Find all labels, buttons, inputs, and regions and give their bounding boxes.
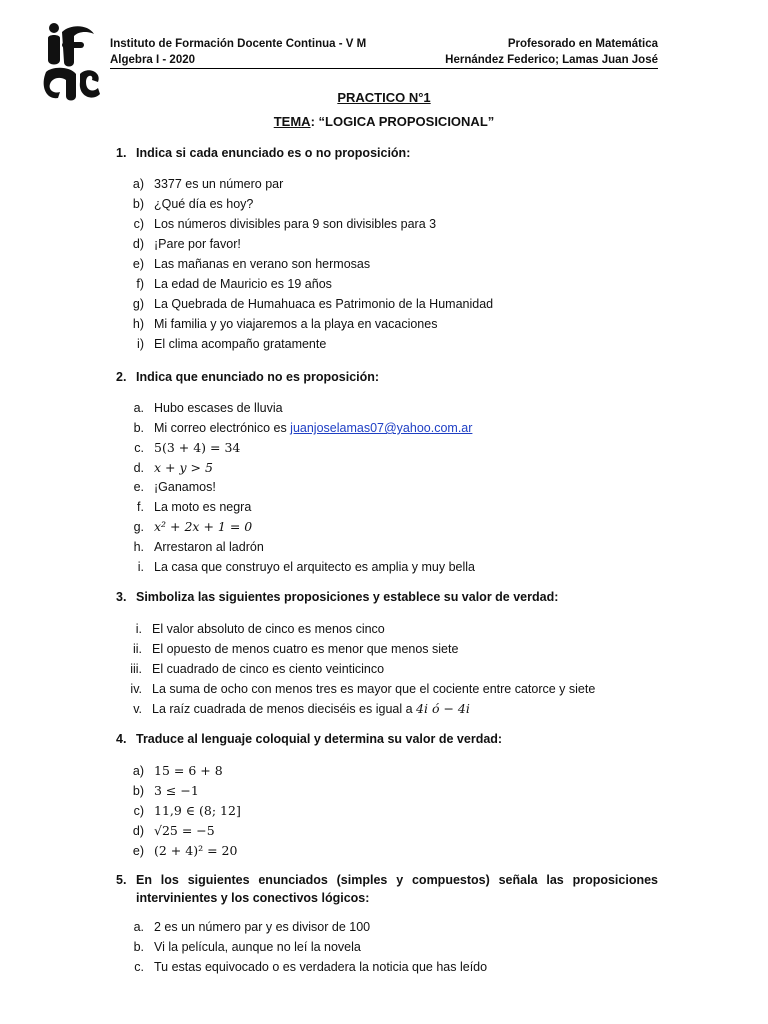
header-right: [445, 36, 658, 68]
question-1: 1. Indica si cada enunciado es o no proposición:: [116, 146, 411, 160]
list-item: i) El clima acompaño gratamente: [137, 337, 327, 351]
list-item: i. El valor absoluto de cinco es menos cinco: [135, 622, 385, 636]
list-item: d) √25 = −5: [132, 823, 215, 838]
topic-title: TEMA: “LOGICA PROPOSICIONAL”: [273, 114, 495, 129]
list-item: c) 11,9 ∈ (8; 12]: [133, 803, 241, 818]
list-item: b) 3 ≤ −1: [132, 783, 199, 798]
list-item: c. Tu estas equivocado o es verdadera la noticia que has leído: [134, 960, 488, 974]
question-4: 4. Traduce al lenguaje coloquial y determina su valor de verdad:: [116, 732, 503, 746]
list-item: ii. El opuesto de menos cuatro es menor que menos siete: [132, 642, 459, 656]
list-item: b) ¿Qué día es hoy?: [132, 197, 254, 211]
list-item: b. Vi la película, aunque no leí la novela: [133, 940, 361, 954]
list-item: e) Las mañanas en verano son hermosas: [132, 257, 371, 271]
list-item: d. x + y > 5: [133, 460, 213, 475]
program-name: Profesorado en Matemática: [507, 38, 658, 50]
question-5: 5. En los siguientes enunciados (simples y compuestos) señala las proposiciones intervinientes y los conectivos lógicos:: [116, 873, 658, 905]
email-link[interactable]: juanjoselamas07@yahoo.com.ar: [290, 421, 473, 435]
list-item: f) La edad de Mauricio es 19 años: [136, 277, 332, 291]
list-item: iii. El cuadrado de cinco es ciento veinticinco: [130, 662, 385, 676]
list-item: d) ¡Pare por favor!: [132, 237, 241, 251]
question-2: 2. Indica que enunciado no es proposición:: [116, 370, 380, 384]
list-item: v. La raíz cuadrada de menos dieciséis es igual a 4i ó − 4i: [133, 701, 470, 716]
list-item: c. 5(3 + 4) = 34: [134, 440, 241, 455]
list-item: i. La casa que construyo el arquitecto es amplia y muy bella: [137, 560, 476, 574]
authors: Hernández Federico; Lamas Juan José: [445, 54, 658, 66]
list-item: e. ¡Ganamos!: [133, 480, 216, 494]
header-divider: [110, 68, 658, 69]
topic-value: “LOGICA PROPOSICIONAL”: [318, 114, 495, 129]
list-item: h. Arrestaron al ladrón: [133, 540, 264, 554]
list-item: a. Hubo escases de lluvia: [133, 401, 283, 415]
question-3: 3. Simboliza las siguientes proposiciones y establece su valor de verdad:: [116, 590, 559, 604]
list-item: iv. La suma de ocho con menos tres es mayor que el cociente entre catorce y siete: [130, 682, 596, 696]
course-name: Algebra I - 2020: [110, 54, 196, 66]
list-item: a) 3377 es un número par: [132, 177, 284, 191]
list-item: a. 2 es un número par y es divisor de 100: [133, 920, 371, 934]
page-title: PRACTICO N°1: [337, 90, 431, 105]
list-item: f. La moto es negra: [137, 500, 252, 514]
list-item: b. Mi correo electrónico es juanjoselamas07@yahoo.com.ar: [133, 421, 473, 435]
list-item: g. x² + 2x + 1 = 0: [133, 519, 253, 534]
list-item: h) Mi familia y yo viajaremos a la playa en vacaciones: [132, 317, 438, 331]
institute-name: Instituto de Formación Docente Continua - V M: [110, 38, 367, 50]
list-item: a) 15 = 6 + 8: [132, 763, 223, 778]
header-left: [110, 36, 366, 68]
list-item: e) (2 + 4)² = 20: [132, 843, 238, 858]
topic-label: TEMA: [273, 114, 311, 129]
list-item: c) Los números divisibles para 9 son divisibles para 3: [133, 217, 437, 231]
list-item: g) La Quebrada de Humahuaca es Patrimonio de la Humanidad: [132, 297, 494, 311]
